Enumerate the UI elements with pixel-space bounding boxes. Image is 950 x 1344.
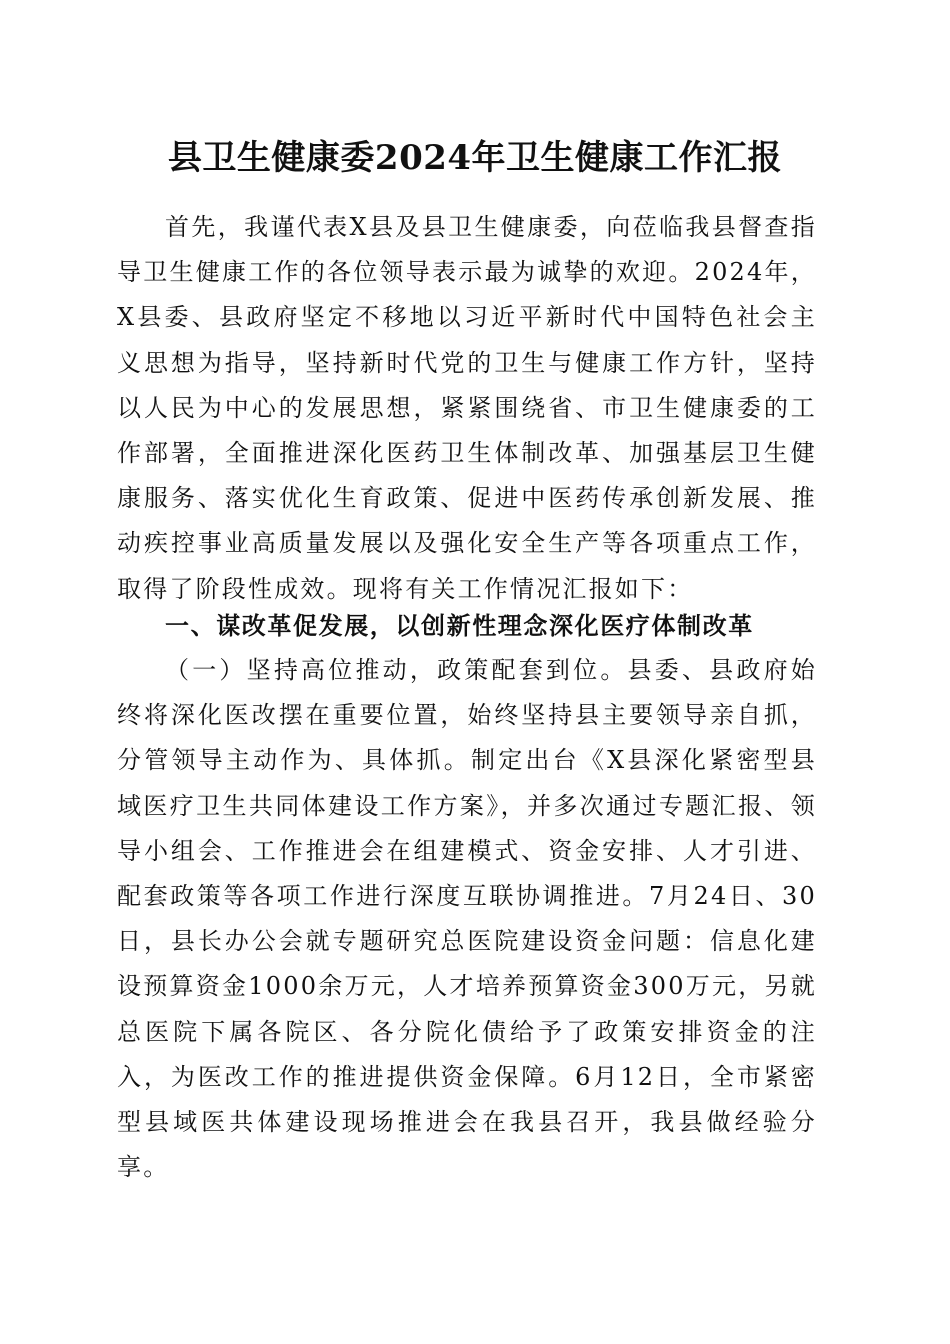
intro-paragraph: 首先，我谨代表X县及县卫生健康委，向莅临我县督查指导卫生健康工作的各位领导表示最为诚挚的欢迎。2024年，X县委、县政府坚定不移地以习近平新时代中国特色社会主义思想为指导，坚持新时代党的卫生与健康工作方针，坚持以人民为中心的发展思想，紧紧围绕省、市卫生健康委的工作部署，全面推进深化医药卫生体制改革、加强基层卫生健康服务、落实优化生育政策、促进中医药传承创新发展、推动疾控事业高质量发展以及强化安全生产等各项重点工作，取得了阶段性成效。现将有关工作情况汇报如下： <box>117 213 817 603</box>
section-1-heading: 一、谋改革促发展，以创新性理念深化医疗体制改革 <box>165 612 754 640</box>
document-title: 县卫生健康委2024年卫生健康工作汇报 <box>167 138 783 178</box>
section-1-paragraph-1: （一）坚持高位推动，政策配套到位。县委、县政府始终将深化医改摆在重要位置，始终坚持县主要领导亲自抓，分管领导主动作为、具体抓。制定出台《X县深化紧密型县域医疗卫生共同体建设工作方案》，并多次通过专题汇报、领导小组会、工作推进会在组建模式、资金安排、人才引进、配套政策等各项工作进行深度互联协调推进。7月24日、30日，县长办公会就专题研究总医院建设资金问题：信息化建设预算资金1000余万元，人才培养预算资金300万元，另就总医院下属各院区、各分院化债给予了政策安排资金的注入，为医改工作的推进提供资金保障。6月12日，全市紧密型县域医共体建设现场推进会在我县召开，我县做经验分享。 <box>117 656 817 1182</box>
